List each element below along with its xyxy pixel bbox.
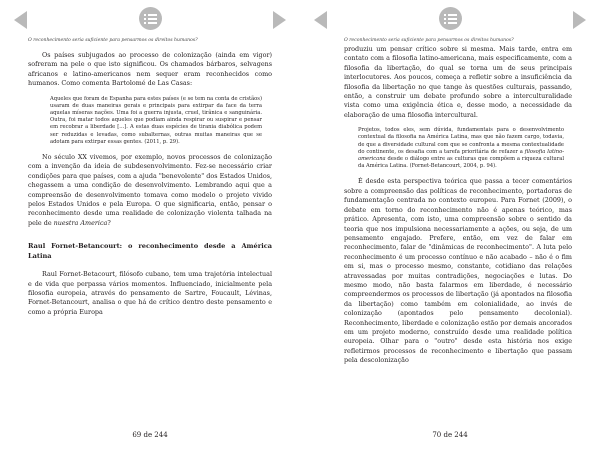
paragraph: Os países subjugados ao processo de colonização (ainda em vigor) sofreram na pele o que isto significou. Os chamados bárbaros, selvagens africanos e latino-americanos nem sequer eram reconhecidos como humanos. Como comenta Bartolomé de Las Casas: — [28, 51, 272, 88]
paragraph: Raul Fornet-Betacourt, filósofo cubano, tem uma trajetória intelectual e de vida que perpassa vários momentos. Influenciado, inicialmente pela filosofia europeia, através do pensamento de Sartre, Foucault, Lévinas, Fornet-Betancourt, analisa o que há de crítico dentro deste pensamento e como a própria Europa — [28, 270, 272, 316]
running-head: O reconhecimento seria suficiente para pensarmos os direitos humanos? — [344, 38, 514, 43]
reader-toolbar — [0, 4, 300, 34]
italic-term: nuestra America — [53, 218, 108, 227]
paragraph-text: No século XX vivemos, por exemplo, novos processos de colonização com a invenção da ideia de subdesenvolvimento. Fez-se necessário criar condições para que países, com a ajuda "benevolente" dos Estados Unidos, chegassem a uma condição de desenvolvimento. Lembrando aqui que a compreensão de desenvolvimento tomava como modelo o projeto vivido pelos Estados Unidos e pela Europa. O que significaria, então, pensar o reconhecimento desde uma realidade de colonização violenta talhada na pele de — [28, 153, 272, 227]
paragraph: É desde esta perspectiva teórica que passa a tecer comentários sobre a compreensão das políticas de reconhecimento, portadoras de fundamentação centrada no contexto europeu. Para Fornet (2009), o debate em torno do reconhecimento não é apenas teórico, mas prático. Apresenta, com isto, uma compreensão sobre o sentido da teoria que nos impulsiona necessariamente a ações, ou seja, de um pensamento engajado. Prefere, então, em vez de falar em reconhecimento, falar de "dinâmicas de reconhecimento". A luta pelo reconhecimento é um processo contínuo e não acabado – não é o fim em si, mas o processo mesmo, constante, cotidiano das relações atravessadas por muitas contradições, negociações e lutas. Do mesmo modo, não basta falarmos em liberdade, é necessário compreendermos os processos de libertação (já apontados na filosofia da libertação) como também em colonialidade, ao invés de colonização (apontados pelo pensamento decolonial). Reconhecimento, liberdade e colonização estão por demais ancorados em um projeto moderno, construído desde uma realidade política europeia. Olhar para o "outro" desde esta história nos exige refletirmos processos de reconhecimento e libertação que passam pela descolonização — [344, 177, 572, 365]
menu-list-icon[interactable] — [139, 7, 162, 30]
page-number: 70 de 244 — [432, 431, 468, 439]
reader-toolbar — [300, 4, 600, 34]
previous-page-arrow-icon[interactable] — [14, 11, 27, 29]
quote-text — [358, 127, 564, 170]
paragraph-text-end: ? — [107, 218, 111, 227]
section-title: Raul Fornet-Betancourt: o reconhecimento desde a América Latina — [28, 242, 272, 260]
page-number: 69 de 244 — [132, 431, 168, 439]
page-body — [28, 51, 272, 420]
menu-list-icon[interactable] — [439, 7, 462, 30]
italic-term: filosofia latino-americana — [358, 148, 564, 163]
paragraph — [28, 153, 272, 228]
paragraph: produziu um pensar crítico sobre si mesma. Mais tarde, entra em contato com a filosofia latino-americana, mais especificamente, com a filosofia da libertação, do qual se torna um de seus principais interlocutores. Aos poucos, começa a refletir sobre a insuficiência da filosofia da libertação no que tange às questões culturais, passando, então, a construir um debate profundo sobre a interculturalidade vista como uma exigência ética e, desse modo, a necessidade da elaboração de uma filosofia intercultural. — [344, 45, 572, 119]
page-body — [344, 45, 572, 420]
block-quote — [50, 96, 262, 146]
running-head: O reconhecimento seria suficiente para pensarmos os direitos humanos? — [28, 38, 198, 43]
page-right — [300, 0, 600, 450]
next-page-arrow-icon[interactable] — [573, 11, 586, 29]
block-quote — [358, 127, 564, 170]
quote-text-start: Projetos, todos eles, sem dúvida, fundamentais para o desenvolvimento contextual da filosofia na América Latina, mas que não fazem cargo, todavia, de que a diversidade cultural com que se confronta a mesma contextualidade do continente, os desafia com a tarefa prioritária de refazer a — [358, 127, 564, 155]
previous-page-arrow-icon[interactable] — [314, 11, 327, 29]
quote-text: Aqueles que foram de Espanha para estes países (e se tem na conta de cristãos) usaram de duas maneiras gerais e principais para extirpar da face da terra aquelas míseras nações. Uma foi a guerra injusta, cruel, tirânica e sanguinária. Outra, foi matar todos aqueles que podiam ainda respirar ou suspirar e pensar em recobrar a liberdade [...]. A estas duas espécies de tirania diabólica podem ser reduzidas e levadas, como subalternas, outras muitas maneiras que se adotam para extirpar essas gentes. (2011, p. 29). — [50, 95, 262, 145]
next-page-arrow-icon[interactable] — [273, 11, 286, 29]
quote-text-end: desde o diálogo entre as culturas que compõem a riqueza cultural da América Latina. (Fornet-Betancourt, 2004, p. 94). — [358, 156, 564, 170]
